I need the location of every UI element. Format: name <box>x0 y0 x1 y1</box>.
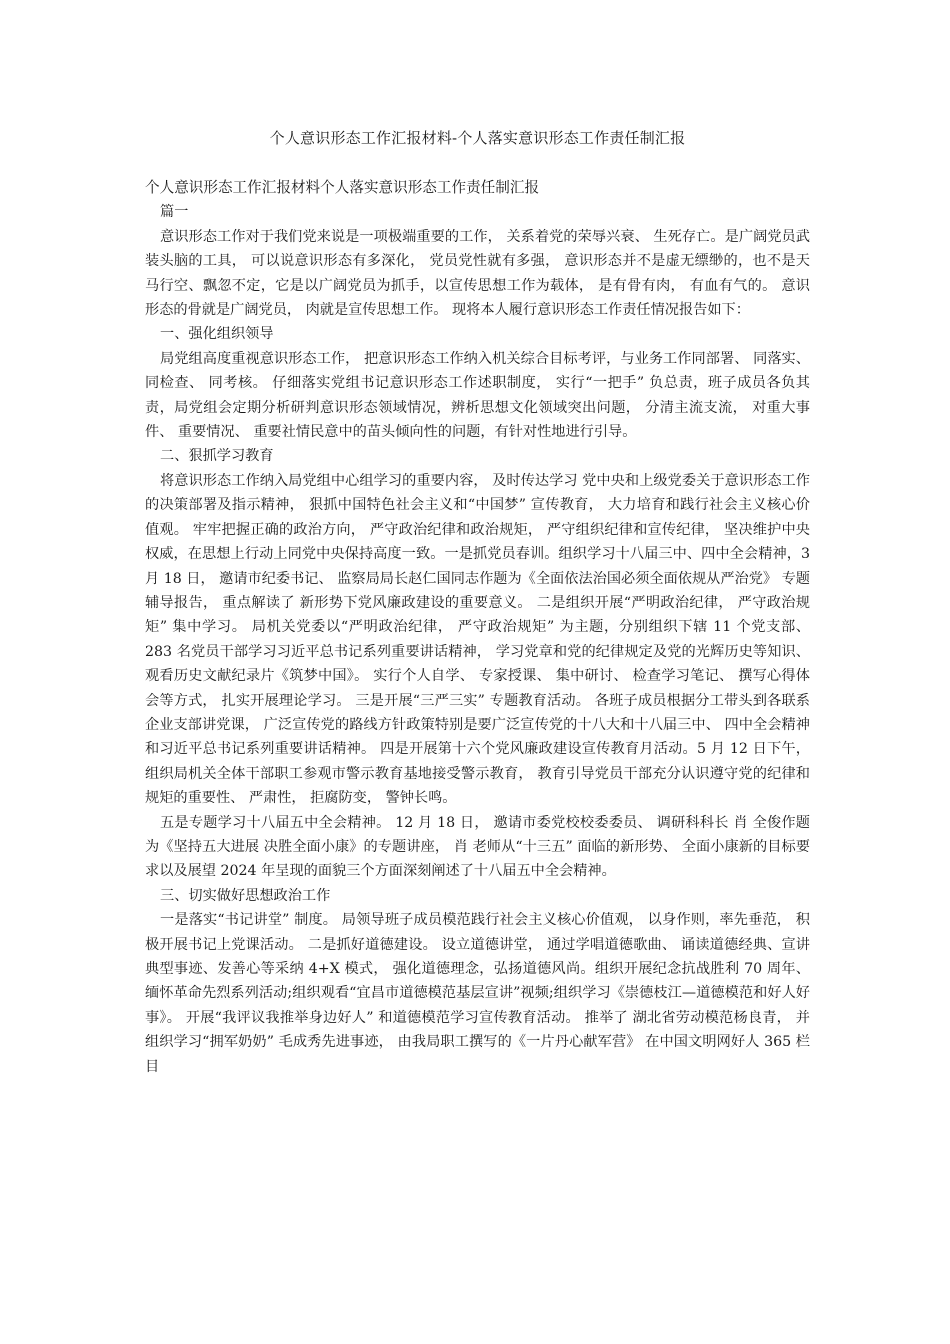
section-heading-2: 二、狠抓学习教育 <box>160 448 274 465</box>
paragraph-section-1: 局党组高度重视意识形态工作， 把意识形态工作纳入机关综合目标考评，与业务工作同部署、 同落实、 同检查、 同考核。 仔细落实党组书记意识形态工作述职制度， 实行“一把手” 负总责，班子成员各负其责，局党组会定期分析研判意识形态领域情况，辨析思想文化领域突出问题， 分清主流支流， 对重大事件、 重要情况、 重要社情民意中的苗头倾向性的问题，有针对性地进行引导。 <box>145 350 810 441</box>
paragraph-intro: 意识形态工作对于我们党来说是一项极端重要的工作， 关系着党的荣辱兴衰、 生死存亡。是广阔党员武装头脑的工具， 可以说意识形态有多深化， 党员党性就有多强， 意识形态并不是虚无缥缈的，也不是天马行空、飘忽不定，它是以广阔党员为抓手，以宣传思想工作为载体， 是有骨有肉， 有血有气的。 意识形态的骨就是广阔党员， 肉就是宣传思想工作。 现将本人履行意识形态工作责任情况报告如下： <box>145 228 810 319</box>
document-body <box>145 176 810 1079</box>
paragraph-section-2-continued: 五是专题学习十八届五中全会精神。 12 月 18 日， 邀请市委党校校委委员、 调研科科长 肖 全俊作题为《坚持五大进展 决胜全面小康》的专题讲座， 肖 老师从“十三五” 面临的新形势、 全面小康新的目标要求以及展望 2024 年呈现的面貌三个方面深刻阐述了十八届五中全会精神。 <box>145 814 810 880</box>
document-title: 个人意识形态工作汇报材料-个人落实意识形态工作责任制汇报 <box>269 129 686 147</box>
section-heading-3: 三、切实做好思想政治工作 <box>160 887 331 904</box>
paragraph-section-3: 一是落实“书记讲堂” 制度。 局领导班子成员模范践行社会主义核心价值观， 以身作则，率先垂范， 积极开展书记上党课活动。 二是抓好道德建设。 设立道德讲堂， 通过学唱道德歌曲、 诵读道德经典、宣讲典型事迹、发善心等采纳 4+X 模式， 强化道德理念，弘扬道德风尚。组织开展纪念抗战胜利 70 周年、 缅怀革命先烈系列活动;组织观看“宜昌市道德模范基层宣讲”视频;组织学习《崇德枝江—道德模范和好人好事》。 开展“我评议我推举身边好人” 和道德模范学习宣传教育活动。 推举了 湖北省劳动模范杨良青， 并组织学习“拥军奶奶” 毛成秀先进事迹， 由我局职工撰写的《一片丹心献军营》 在中国文明网好人 365 栏目 <box>145 912 810 1075</box>
section-heading-1: 一、强化组织领导 <box>160 326 274 343</box>
document-subtitle: 个人意识形态工作汇报材料个人落实意识形态工作责任制汇报 <box>145 179 540 196</box>
paragraph-section-2: 将意识形态工作纳入局党组中心组学习的重要内容， 及时传达学习 党中央和上级党委关于意识形态工作的决策部署及指示精神， 狠抓中国特色社会主义和“中国梦” 宣传教育， 大力培育和践行社会主义核心价值观。 牢牢把握正确的政治方向， 严守政治纪律和政治规矩， 严守组织纪律和宣传纪律， 坚决维护中央权威，在思想上行动上同党中央保持高度一致。一是抓党员春训。组织学习十八届三中、四中全会精神，3 月 18 日， 邀请市纪委书记、 监察局局长赵仁国同志作题为《全面依法治国必须全面依规从严治党》 专题辅导报告， 重点解读了 新形势下党风廉政建设的重要意义。 二是组织开展“严明政治纪律， 严守政治规矩” 集中学习。 局机关党委以“严明政治纪律， 严守政治规矩” 为主题，分别组织下辖 11 个党支部、 283 名党员干部学习习近平总书记系列重要讲话精神， 学习党章和党的纪律规定及党的光辉历史等知识、 观看历史文献纪录片《筑梦中国》。 实行个人自学、 专家授课、 集中研讨、 检查学习笔记、 撰写心得体会等方式， 扎实开展理论学习。 三是开展“三严三实” 专题教育活动。 各班子成员根据分工带头到各联系企业支部讲党课， 广泛宣传党的路线方针政策特别是要广泛宣传党的十八大和十八届三中、 四中全会精神和习近平总书记系列重要讲话精神。 四是开展第十六个党风廉政建设宣传教育月活动。5 月 12 日下午， 组织局机关全体干部职工参观市警示教育基地接受警示教育， 教育引导党员干部充分认识遵守党的纪律和规矩的重要性、 严肃性， 拒腐防变， 警钟长鸣。 <box>145 472 810 807</box>
part-label: 篇一 <box>160 204 189 221</box>
